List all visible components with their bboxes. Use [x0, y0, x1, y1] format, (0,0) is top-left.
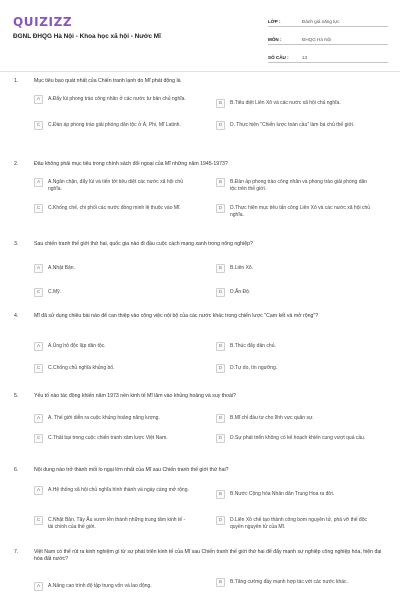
- option-text: A.Đẩy lùi phong trào công nhân ở các nước tư bản chủ nghĩa.: [48, 96, 186, 102]
- question-number: 4.: [14, 313, 19, 319]
- option-letter-box: A: [34, 264, 43, 273]
- option-letter-box: D: [216, 204, 225, 213]
- option-letter-box: D: [216, 288, 225, 297]
- option-text: C.Chống chủ nghĩa khủng bố.: [48, 365, 115, 371]
- option-text: B.Mĩ chỉ đầu tư cho lĩnh vực quân sự.: [230, 415, 314, 421]
- question-5: [0, 393, 400, 441]
- option-text: C.Thất bại trong cuộc chiến tranh xâm lược Việt Nam.: [48, 435, 168, 441]
- option-b[interactable]: [216, 265, 372, 273]
- option-c[interactable]: [34, 435, 190, 443]
- meta-value: 13: [302, 55, 308, 60]
- meta-label: SỐ CÂU :: [268, 55, 289, 60]
- option-b[interactable]: [216, 179, 372, 192]
- option-text: A. Thế giới diễn ra cuộc khủng hoảng năng lượng.: [48, 415, 160, 421]
- meta-label: LỚP :: [268, 19, 281, 24]
- option-letter-box: B: [216, 414, 225, 423]
- option-letter-box: B: [216, 578, 225, 587]
- question-line: [0, 313, 400, 325]
- option-letter-box: C: [34, 364, 43, 373]
- option-letter-box: D: [216, 121, 225, 130]
- option-d[interactable]: [216, 435, 372, 443]
- question-number: 5.: [14, 393, 19, 399]
- option-a[interactable]: [34, 179, 190, 192]
- option-letter-box: C: [34, 434, 43, 443]
- option-text: C.Đàn áp phong trào giải phóng dân tộc ở Á, Phi, Mĩ Latinh.: [48, 122, 181, 128]
- option-text: B.Liên Xô.: [230, 265, 254, 271]
- question-line: [0, 549, 400, 561]
- option-text: D.Sự phát triển không có kế hoạch khiến cung vượt quá cầu.: [230, 435, 366, 441]
- question-text: Mục tiêu bao quát nhất của Chiến tranh lạnh do Mĩ phát động là: [34, 78, 181, 84]
- question-line: [0, 161, 400, 173]
- question-text: Việt Nam có thể rút ra kinh nghiệm gì từ sự phát triển kinh tế của Mĩ sau Chiến tranh thế giới thứ hai để đẩy mạnh sự nghiệp công nghiệp hóa, hiện đại hóa đất nước?: [34, 549, 382, 562]
- header-divider: [0, 71, 400, 72]
- question-line: [0, 241, 400, 253]
- option-b[interactable]: [216, 491, 372, 499]
- option-c[interactable]: [34, 122, 190, 130]
- option-d[interactable]: [216, 205, 372, 218]
- option-text: B.Đàn áp phong trào công nhân và phong trào giải phóng dân tộc trên thế giới.: [230, 179, 368, 192]
- option-text: A.Nâng cao trình độ tập trung vốn và lao động.: [48, 583, 152, 589]
- meta-row-count: [268, 50, 388, 63]
- option-d[interactable]: [216, 289, 372, 297]
- option-a[interactable]: [34, 487, 190, 495]
- option-letter-box: A: [34, 582, 43, 591]
- question-3: [0, 241, 400, 295]
- option-a[interactable]: [34, 583, 190, 591]
- option-c[interactable]: [34, 205, 190, 213]
- question-number: 2.: [14, 161, 19, 167]
- option-text: D.Ấn Độ.: [230, 289, 251, 295]
- option-text: B.Tăng cường đầy mạnh hợp tác với các nước khác.: [230, 579, 348, 585]
- meta-table: [268, 14, 388, 68]
- question-2: [0, 161, 400, 218]
- option-text: A.Hệ thống xã hội chủ nghĩa hình thành và ngày càng mở rộng.: [48, 487, 189, 493]
- meta-label: MÔN :: [268, 37, 282, 42]
- option-letter-box: A: [34, 178, 43, 187]
- question-number: 7.: [14, 549, 19, 555]
- worksheet-header: [0, 0, 400, 64]
- option-text: A.Ủng hộ độc lập dân tộc.: [48, 343, 106, 349]
- option-letter-box: C: [34, 204, 43, 213]
- option-letter-box: B: [216, 490, 225, 499]
- option-text: C.Nhật Bản, Tây Âu vươn lên thành những trung tâm kinh tế - tài chính của thế giới.: [48, 517, 186, 530]
- option-text: D.Thực hiện mục tiêu tấn công Liên Xô và các nước xã hội chủ nghĩa.: [230, 205, 371, 218]
- question-6: [0, 467, 400, 530]
- question-number: 6.: [14, 467, 19, 473]
- option-letter-box: C: [34, 516, 43, 525]
- option-letter-box: D: [216, 516, 225, 525]
- question-line: [0, 393, 400, 405]
- option-b[interactable]: [216, 343, 372, 351]
- option-text: B.Nước Cộng hòa Nhân dân Trung Hoa ra đời.: [230, 491, 335, 497]
- option-text: C.Khống chế, chi phối các nước đồng minh lệ thuộc vào Mĩ.: [48, 205, 181, 211]
- option-text: D.Tự do, tín ngưỡng.: [230, 365, 278, 371]
- option-d[interactable]: [216, 365, 372, 373]
- option-letter-box: A: [34, 486, 43, 495]
- option-letter-box: A: [34, 414, 43, 423]
- option-c[interactable]: [34, 517, 190, 530]
- meta-row-class: [268, 14, 388, 27]
- question-text: Nội dung nào trở thành mối lo ngại lớn nhất của Mĩ sau Chiến tranh thế giới thứ hai?: [34, 467, 229, 473]
- option-letter-box: A: [34, 342, 43, 351]
- option-a[interactable]: [34, 265, 190, 273]
- option-text: D. Thực hiện "Chiến lược toàn cầu" làm bá chủ thế giới.: [230, 122, 355, 128]
- question-line: [0, 467, 400, 479]
- question-number: 3.: [14, 241, 19, 247]
- option-letter-box: B: [216, 99, 225, 108]
- meta-value: Đánh giá năng lực: [302, 19, 340, 24]
- question-7: [0, 549, 400, 589]
- option-a[interactable]: [34, 96, 190, 104]
- option-a[interactable]: [34, 343, 190, 351]
- option-a[interactable]: [34, 415, 190, 423]
- question-number: 1.: [14, 78, 19, 84]
- option-c[interactable]: [34, 365, 190, 373]
- option-b[interactable]: [216, 415, 372, 423]
- option-letter-box: D: [216, 364, 225, 373]
- option-d[interactable]: [216, 517, 372, 530]
- option-b[interactable]: [216, 100, 372, 108]
- question-line: [0, 78, 400, 90]
- option-letter-box: C: [34, 121, 43, 130]
- question-text: Mĩ đã sử dụng chiêu bài nào để can thiệp vào công việc nội bộ của các nước khác trong chiến lược "Cam kết và mở rộng"?: [34, 313, 319, 319]
- meta-value: ĐHQG Hà Nội: [302, 37, 332, 42]
- option-c[interactable]: [34, 289, 190, 297]
- quizizz-logo: QUIZIZZ: [13, 15, 73, 29]
- option-text: A.Nhật Bản.: [48, 265, 75, 271]
- question-text: Đâu không phải mục tiêu trong chính sách đối ngoại của Mĩ những năm 1945-1973?: [34, 161, 228, 167]
- option-text: C.Mỹ.: [48, 289, 62, 295]
- question-1: [0, 78, 400, 128]
- option-d[interactable]: [216, 122, 372, 130]
- option-letter-box: B: [216, 264, 225, 273]
- option-text: A.Ngăn chặn, đẩy lùi và tiến tới tiêu diệt các nước xã hội chủ nghĩa.: [48, 179, 183, 192]
- meta-row-subject: [268, 32, 388, 45]
- question-text: Yếu tố nào tác động khiến năm 1973 nền kinh tế Mĩ lâm vào khủng hoảng và suy thoái?: [34, 393, 236, 399]
- option-letter-box: A: [34, 95, 43, 104]
- option-text: D.Liên Xô chế tạo thành công bom nguyên tử, phá vỡ thế độc quyền nguyên tử của Mĩ.: [230, 517, 367, 530]
- question-text: Sau chiến tranh thế giới thứ hai, quốc gia nào đi đầu cuộc cách mạng xanh trong nông nghiệp?: [34, 241, 253, 247]
- option-letter-box: D: [216, 434, 225, 443]
- option-letter-box: C: [34, 288, 43, 297]
- question-4: [0, 313, 400, 371]
- option-letter-box: B: [216, 178, 225, 187]
- option-text: B.Tiêu diệt Liên Xô và các nước xã hội chủ nghĩa.: [230, 100, 341, 106]
- option-letter-box: B: [216, 342, 225, 351]
- option-text: B.Thúc đẩy dân chủ.: [230, 343, 276, 349]
- option-b[interactable]: [216, 579, 372, 587]
- worksheet-title: ĐGNL ĐHQG Hà Nội - Khoa học xã hội - Nước Mĩ: [13, 33, 161, 40]
